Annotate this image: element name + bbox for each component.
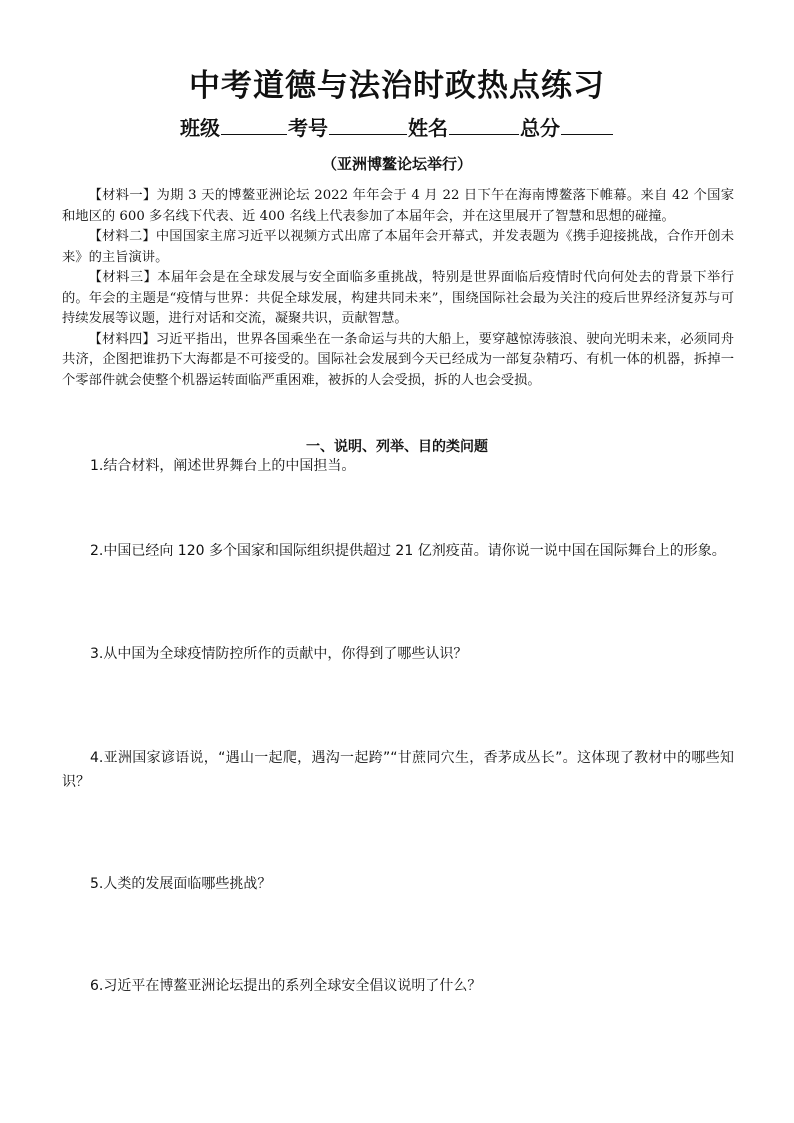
page-title: 中考道德与法治时政热点练习 <box>189 68 605 104</box>
question-2 <box>62 539 734 563</box>
question-text: 6.习近平在博鳌亚洲论坛提出的系列全球安全倡议说明了什么？ <box>90 978 482 994</box>
materials-section <box>62 186 734 391</box>
total-score-label: 总分 <box>520 116 560 140</box>
name-label: 姓名 <box>408 116 448 140</box>
question-4 <box>62 746 734 794</box>
question-text: 5.人类的发展面临哪些挑战？ <box>90 876 272 892</box>
question-5 <box>62 872 734 896</box>
material-paragraph: 【材料一】为期 3 天的博鳌亚洲论坛 2022 年年会于 4 月 22 日下午在海南博鳌落下帷幕。来自 42 个国家和地区的 600 多名线下代表、近 400 名线上代表参加了本届年会，并在这里展开了智慧和思想的碰撞。 <box>62 188 734 224</box>
student-info-line <box>0 112 794 141</box>
class-blank <box>221 114 287 135</box>
material-paragraph: 【材料二】中国国家主席习近平以视频方式出席了本届年会开幕式，并发表题为《携手迎接挑战，合作开创未来》的主旨演讲。 <box>62 229 734 265</box>
material-paragraph: 【材料三】本届年会是在全球发展与安全面临多重挑战，特别是世界面临后疫情时代向何处去的背景下举行的。年会的主题是“疫情与世界：共促全球发展，构建共同未来”，围绕国际社会最为关注的疫后世界经济复苏与可持续发展等议题，进行对话和交流，凝聚共识，贡献智慧。 <box>62 270 734 326</box>
question-6 <box>62 974 734 998</box>
question-3 <box>62 642 734 666</box>
exam-number-blank <box>329 114 407 135</box>
question-text: 2.中国已经向 120 多个国家和国际组织提供超过 21 亿剂疫苗。请你说一说中国在国际舞台上的形象。 <box>90 543 726 559</box>
total-score-blank <box>561 114 613 135</box>
class-label: 班级 <box>180 116 220 140</box>
question-text: 4.亚洲国家谚语说，“遇山一起爬，遇沟一起跨”“甘蔗同穴生，香茅成丛长”。这体现了教材中的哪些知识？ <box>62 750 734 790</box>
page-subtitle: （亚洲博鳌论坛举行） <box>321 155 472 173</box>
question-text: 1.结合材料，阐述世界舞台上的中国担当。 <box>90 458 356 474</box>
material-paragraph: 【材料四】习近平指出，世界各国乘坐在一条命运与共的大船上，要穿越惊涛骇浪、驶向光明未来，必须同舟共济，企图把谁扔下大海都是不可接受的。国际社会发展到今天已经成为一部复杂精巧、有机一体的机器，拆掉一个零部件就会使整个机器运转面临严重困难，被拆的人会受损，拆的人也会受损。 <box>62 331 734 388</box>
section-heading: 一、说明、列举、目的类问题 <box>306 439 488 455</box>
exam-number-label: 考号 <box>288 116 328 140</box>
question-text: 3.从中国为全球疫情防控所作的贡献中，你得到了哪些认识？ <box>90 646 468 662</box>
question-1 <box>62 454 734 478</box>
name-blank <box>449 114 519 135</box>
